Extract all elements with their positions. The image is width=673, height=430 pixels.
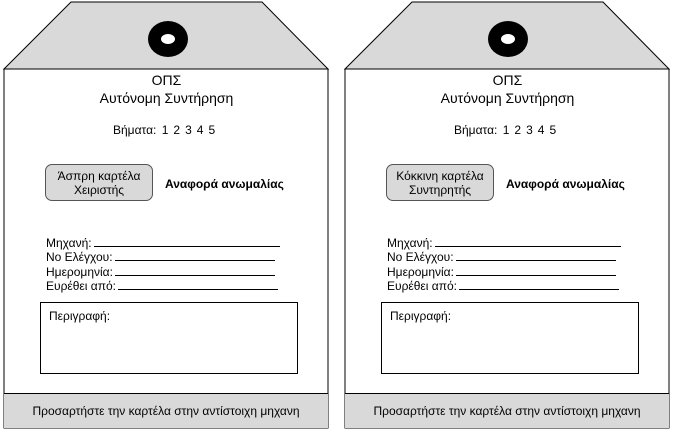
found-by-field (46, 278, 278, 293)
step-number: 3 (526, 123, 533, 137)
field-line (94, 235, 280, 247)
field-label: Μηχανή: (46, 236, 92, 250)
maintenance-tag-white (3, 0, 330, 430)
description-box (381, 302, 639, 374)
field-label: Ημερομηνία: (387, 265, 454, 279)
field-label: Νο Ελέγχου: (46, 250, 113, 264)
card-type-badge (386, 164, 494, 201)
steps-label: Βήματα: (454, 123, 498, 137)
tag-subtitle: Αυτόνομη Συντήρηση (440, 90, 575, 106)
card-type-label: Άσπρη καρτέλα (57, 169, 141, 183)
check-number-field (46, 249, 275, 264)
field-line (456, 249, 616, 261)
card-type-label: Κόκκινη καρτέλα (396, 169, 484, 183)
description-box (40, 302, 298, 374)
step-number: 5 (549, 123, 557, 137)
check-number-field (387, 249, 616, 264)
machine-field (46, 235, 280, 250)
steps-label: Βήματα: (113, 123, 157, 137)
step-number: 4 (537, 123, 545, 137)
description-label: Περιγραφή: (49, 309, 111, 323)
field-label: Ημερομηνία: (46, 265, 113, 279)
maintenance-tag-red (344, 0, 671, 430)
field-label: Νο Ελέγχου: (387, 250, 454, 264)
tag-footer: Προσαρτήστε την καρτέλα στην αντίστοιχη μηχανη (345, 393, 669, 428)
step-number: 3 (185, 123, 192, 137)
step-number: 1 (502, 123, 510, 137)
card-role-label: Συντηρητής (408, 183, 472, 197)
tag-title: ΟΠΣ (151, 72, 182, 88)
step-number: 2 (173, 123, 181, 137)
card-role-label: Χειριστής (73, 183, 125, 197)
anomaly-report-label: Αναφορά ανωμαλίας (506, 177, 625, 191)
field-line (115, 249, 275, 261)
date-field (46, 264, 275, 279)
field-line (118, 278, 278, 290)
field-line (115, 264, 275, 276)
field-label: Ευρέθει από: (46, 279, 116, 293)
steps-row (113, 123, 220, 137)
machine-field (387, 235, 621, 250)
tag-subtitle: Αυτόνομη Συντήρηση (99, 90, 234, 106)
tag-title: ΟΠΣ (492, 72, 523, 88)
field-line (435, 235, 621, 247)
card-type-badge (45, 164, 153, 201)
step-number: 2 (514, 123, 522, 137)
step-number: 5 (208, 123, 216, 137)
date-field (387, 264, 616, 279)
field-line (459, 278, 619, 290)
step-number: 4 (196, 123, 204, 137)
anomaly-report-label: Αναφορά ανωμαλίας (165, 177, 284, 191)
field-line (456, 264, 616, 276)
found-by-field (387, 278, 619, 293)
tag-footer: Προσαρτήστε την καρτέλα στην αντίστοιχη μηχανη (4, 393, 328, 428)
field-label: Μηχανή: (387, 236, 433, 250)
steps-row (454, 123, 561, 137)
description-label: Περιγραφή: (390, 309, 452, 323)
step-number: 1 (161, 123, 169, 137)
field-label: Ευρέθει από: (387, 279, 457, 293)
